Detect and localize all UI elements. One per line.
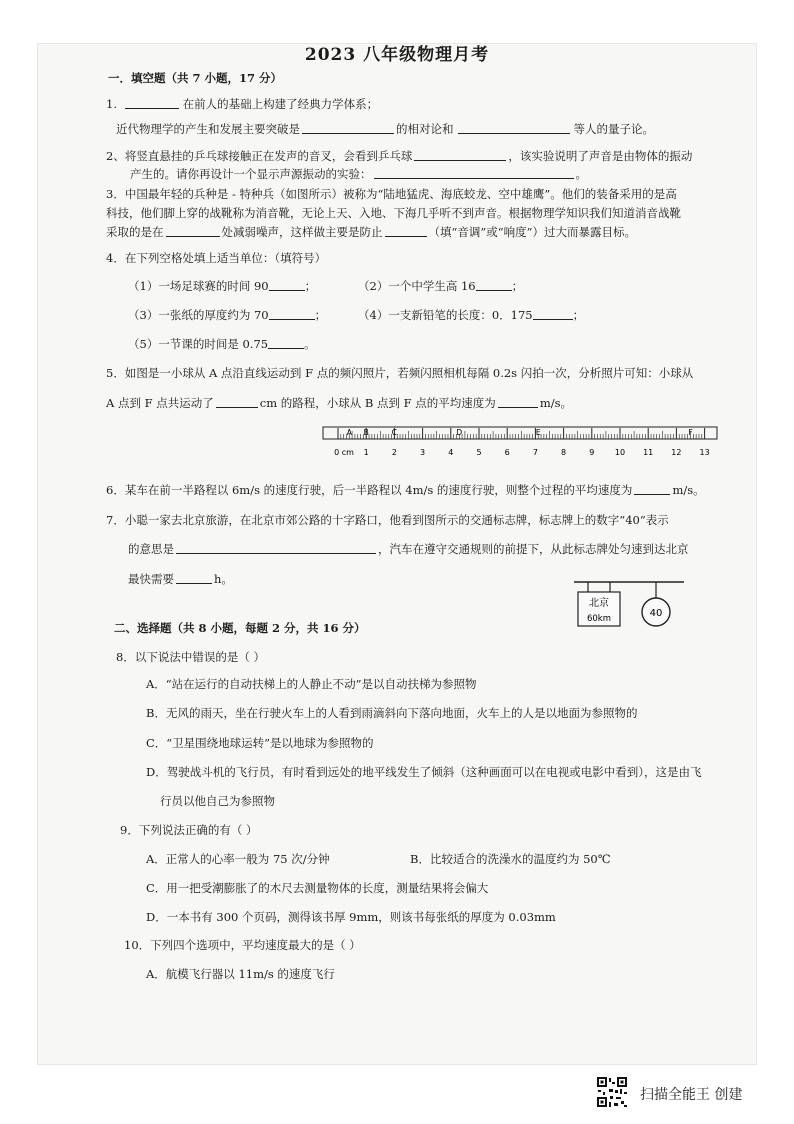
question-8-option-c[interactable]: C．“卫星围绕地球运转”是以地球为参照物的 <box>146 736 374 750</box>
q1-text-b1: 近代物理学的产生和发展主要突破是 <box>116 122 300 136</box>
question-9-stem: 9．下列说法正确的有（ ） <box>120 823 258 837</box>
ruler-point-label: E <box>535 428 541 437</box>
answer-blank[interactable] <box>385 224 427 237</box>
ruler-point-label: D <box>456 428 463 437</box>
question-3-line-3 <box>106 224 636 240</box>
q4-item-1-text: （1）一场足球赛的时间 90 <box>128 279 269 293</box>
question-8-option-a[interactable]: A．“站在运行的自动扶梯上的人静止不动”是以自动扶梯为参照物 <box>146 677 477 691</box>
q2-text-a1: 2、将竖直悬挂的乒乓球接触正在发声的音叉，会看到乒乓球 <box>106 149 413 163</box>
answer-blank[interactable] <box>216 395 258 408</box>
question-7-line-1: 7．小聪一家去北京旅游，在北京市郊公路的十字路口，他看到图所示的交通标志牌，标志牌上的数字“40”表示 <box>106 513 669 527</box>
answer-blank[interactable] <box>458 121 570 134</box>
answer-blank[interactable] <box>533 307 573 320</box>
question-5-line-1: 5．如图是一小球从 A 点沿直线运动到 F 点的频闪照片，若频闪照相机每隔 0.2s 闪拍一次，分析照片可知：小球从 <box>106 366 694 380</box>
answer-blank[interactable] <box>176 541 376 554</box>
question-10-stem: 10．下列四个选项中，平均速度最大的是（ ） <box>124 938 361 952</box>
q3-text-c1: 采取的是在 <box>106 225 164 239</box>
question-8-option-d[interactable]: D．驾驶战斗机的飞行员，有时看到远处的地平线发生了倾斜（这种画面可以在电视或电影中看到），这是由飞 <box>146 765 702 779</box>
question-4-item-3 <box>128 307 326 323</box>
q6-text-a1: 6．某车在前一半路程以 6m/s 的速度行驶，后一半路程以 4m/s 的速度行驶，则整个过程的平均速度为 <box>106 483 633 497</box>
q3-text-c3: （填“音调”或“响度”）过大而暴露目标。 <box>428 225 637 239</box>
answer-blank[interactable] <box>268 336 304 349</box>
ruler-point-label: F <box>688 428 693 437</box>
q4-item-4-text: （4）一支新铅笔的长度：0．175 <box>358 308 533 322</box>
section-fill-heading: 一．填空题（共 7 小题，17 分） <box>108 71 283 85</box>
q1-text-b2: 的相对论和 <box>396 122 454 136</box>
q7-text-b2: ，汽车在遵守交通规则的前提下，从此标志牌处匀速到达北京 <box>378 542 689 556</box>
question-2-line-1 <box>106 148 692 164</box>
cm-ruler-figure <box>322 426 718 460</box>
answer-blank[interactable] <box>634 482 670 495</box>
question-8-option-b[interactable]: B．无风的雨天，坐在行驶火车上的人看到雨滴斜向下落向地面，火车上的人是以地面为参照物的 <box>146 706 638 720</box>
q4-item-5-text: （5）一节课的时间是 0.75 <box>128 337 269 351</box>
ruler-scale-label: 10 <box>614 448 626 457</box>
question-4-item-1 <box>128 278 316 294</box>
question-4-stem: 4．在下列空格处填上适当单位：（填符号） <box>106 251 327 265</box>
q7-text-b1: 的意思是 <box>128 542 174 556</box>
q4-item-4-end: ； <box>572 308 585 322</box>
answer-blank[interactable] <box>498 395 538 408</box>
q5-text-b2: cm 的路程，小球从 B 点到 F 点的平均速度为 <box>259 396 496 410</box>
q3-text-c2: 处减弱噪声，这样做主要是防止 <box>221 225 383 239</box>
qr-code-icon <box>596 1076 628 1108</box>
question-6-line-1 <box>106 482 705 498</box>
ruler-scale-label: 12 <box>671 448 682 457</box>
ruler-scale-label: 6 <box>504 448 510 457</box>
question-8-option-d-cont: 行员以他自己为参照物 <box>160 794 275 808</box>
question-9-option-c[interactable]: C．用一把受潮膨胀了的木尺去测量物体的长度，测量结果将会偏大 <box>146 881 489 895</box>
question-9-option-a[interactable]: A．正常人的心率一般为 75 次/分钟 <box>146 852 330 866</box>
q4-item-2-text: （2）一个中学生高 16 <box>358 279 476 293</box>
q4-item-2-end: ； <box>511 279 524 293</box>
ruler-point-label: A <box>346 428 352 437</box>
question-5-line-2 <box>106 395 572 411</box>
q4-item-3-text: （3）一张纸的厚度约为 70 <box>128 308 269 322</box>
answer-blank[interactable] <box>166 224 220 237</box>
watermark-text: 扫描全能王 创建 <box>640 1087 743 1103</box>
question-3-line-1: 3．中国最年轻的兵种是 - 特种兵（如图所示）被称为“陆地猛虎、海底蛟龙、空中雄鹰”。他们的装备采用的是高 <box>106 187 677 201</box>
section-choice-heading: 二、选择题（共 8 小题，每题 2 分，共 16 分） <box>114 621 366 635</box>
q5-text-b1: A 点到 F 点共运动了 <box>106 396 214 410</box>
q4-item-5-end: 。 <box>304 337 316 351</box>
ruler-scale-label: 4 <box>448 448 454 457</box>
speed-limit-value: 40 <box>649 608 663 619</box>
q2-text-b1: 产生的。请你再设计一个显示声源振动的实验： <box>130 167 372 181</box>
question-8-stem: 8．以下说法中错误的是（ ） <box>116 650 265 664</box>
q6-text-a2: m/s。 <box>672 483 705 497</box>
answer-blank[interactable] <box>374 166 574 179</box>
ruler-scale-label: 3 <box>420 448 426 457</box>
q4-item-3-end: ； <box>314 308 327 322</box>
ruler-scale-label: 11 <box>643 448 654 457</box>
sign-distance-label: 60km <box>586 614 612 624</box>
ruler-scale-label: 2 <box>391 448 397 457</box>
q5-text-b3: m/s。 <box>539 396 572 410</box>
question-2-line-2 <box>130 166 587 182</box>
q4-item-1-end: ； <box>304 279 317 293</box>
question-1-line-2 <box>116 121 654 137</box>
ruler-scale <box>334 448 710 457</box>
ruler-scale-label: 5 <box>476 448 482 457</box>
answer-blank[interactable] <box>302 121 394 134</box>
answer-blank[interactable] <box>269 307 315 320</box>
ruler-point-label: C <box>391 428 398 437</box>
question-1-line-1 <box>106 96 378 112</box>
ruler-body <box>323 427 717 439</box>
q7-text-c1: 最快需要 <box>128 572 174 586</box>
question-7-line-3 <box>128 571 233 587</box>
ruler-scale-label: 0 cm <box>334 448 354 457</box>
question-9-option-d[interactable]: D．一本书有 300 个页码，测得该书厚 9mm，则该书每张纸的厚度为 0.03mm <box>146 910 556 924</box>
ruler-scale-label: 9 <box>589 448 595 457</box>
ruler-scale-label: 1 <box>363 448 369 457</box>
answer-blank[interactable] <box>476 278 512 291</box>
question-7-line-2 <box>128 541 689 557</box>
ruler-scale-label: 8 <box>561 448 567 457</box>
answer-blank[interactable] <box>125 96 179 109</box>
question-3-line-2: 科技，他们脚上穿的战靴称为消音靴，无论上天、入地、下海几乎听不到声音。根据物理学知识我们知道消音战靴 <box>106 206 681 220</box>
q1-text-b3: 等人的量子论。 <box>573 122 654 136</box>
q7-text-c2: h。 <box>214 572 233 586</box>
sign-place-label: 北京 <box>589 598 609 609</box>
answer-blank[interactable] <box>414 148 506 161</box>
page-title: 2023 八年级物理月考 <box>304 45 490 65</box>
ruler-scale-label: 7 <box>532 448 538 457</box>
ruler-scale-label: 13 <box>699 448 710 457</box>
q1-text-a: 在前人的基础上构建了经典力学体系； <box>182 97 379 111</box>
question-10-option-a[interactable]: A．航模飞行器以 11m/s 的速度飞行 <box>146 967 335 981</box>
q1-number: 1. <box>106 97 117 111</box>
traffic-sign-figure <box>574 580 684 632</box>
question-4-item-5 <box>128 336 316 352</box>
q2-text-b2: 。 <box>575 167 587 181</box>
question-9-option-b[interactable]: B．比较适合的洗澡水的温度约为 50℃ <box>410 852 611 866</box>
answer-blank[interactable] <box>176 571 212 584</box>
question-4-item-4 <box>358 307 584 323</box>
question-4-item-2 <box>358 278 523 294</box>
ruler-point-label: B <box>363 428 369 437</box>
q2-text-a2: ，该实验说明了声音是由物体的振动 <box>508 149 693 163</box>
answer-blank[interactable] <box>269 278 305 291</box>
